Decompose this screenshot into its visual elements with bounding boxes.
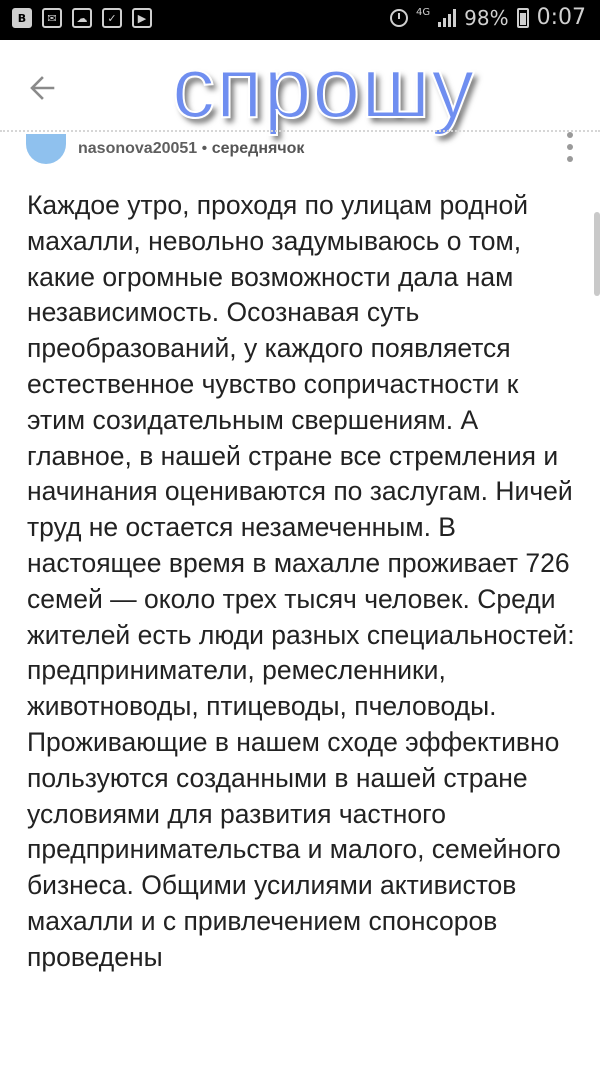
battery-icon	[517, 8, 529, 28]
author-info	[78, 140, 304, 158]
signal-icon	[438, 9, 456, 27]
more-vertical-icon	[567, 132, 573, 138]
more-options-button[interactable]	[564, 132, 576, 162]
notification-app-icon: B	[12, 8, 32, 28]
alarm-icon	[390, 9, 408, 27]
weather-icon: ☁	[72, 8, 92, 28]
status-bar	[0, 0, 600, 40]
more-dot	[567, 156, 573, 162]
download-check-icon: ✓	[102, 8, 122, 28]
avatar[interactable]	[26, 134, 66, 164]
question-text: Каждое утро, проходя по улицам родной махалли, невольно задумываюсь о том, какие огромные возможности дала нам независимость. Осознавая суть преобразований, у каждого появляется естественное чувство сопричастности к этим созидательным свершениям. А главное, в нашей стране все стремления и начинания оцениваются по заслугам. Ничей труд не остается незамеченным. В настоящее время в махалле проживает 726 семей — около трех тысяч человек. Среди жителей есть люди разных специальностей: предприниматели, ремесленники, животноводы, птицеводы, пчеловоды. Проживающие в нашем сходе эффективно пользуются созданными в нашей стране условиями для развития частного предпринимательства и малого, семейного бизнеса. Общими усилиями активистов махалли и с привлечением спонсоров проведены	[27, 190, 575, 972]
author-rank: середнячок	[211, 140, 305, 157]
back-button[interactable]	[22, 68, 62, 108]
play-store-icon: ▶	[132, 8, 152, 28]
author-name[interactable]: nasonova20051	[78, 140, 198, 157]
mail-icon: ✉	[42, 8, 62, 28]
notification-icons	[12, 8, 152, 28]
overlay-word: спрошу	[172, 40, 476, 136]
system-status	[390, 5, 586, 30]
app-header	[0, 40, 600, 136]
arrow-left-icon	[27, 73, 57, 103]
battery-percent: 98%	[464, 5, 509, 30]
author-row	[26, 132, 586, 168]
clock: 0:07	[536, 5, 586, 30]
scrollbar-thumb[interactable]	[594, 212, 600, 296]
network-type: 4G	[416, 7, 431, 18]
more-dot	[567, 144, 573, 150]
author-separator: •	[197, 140, 212, 157]
